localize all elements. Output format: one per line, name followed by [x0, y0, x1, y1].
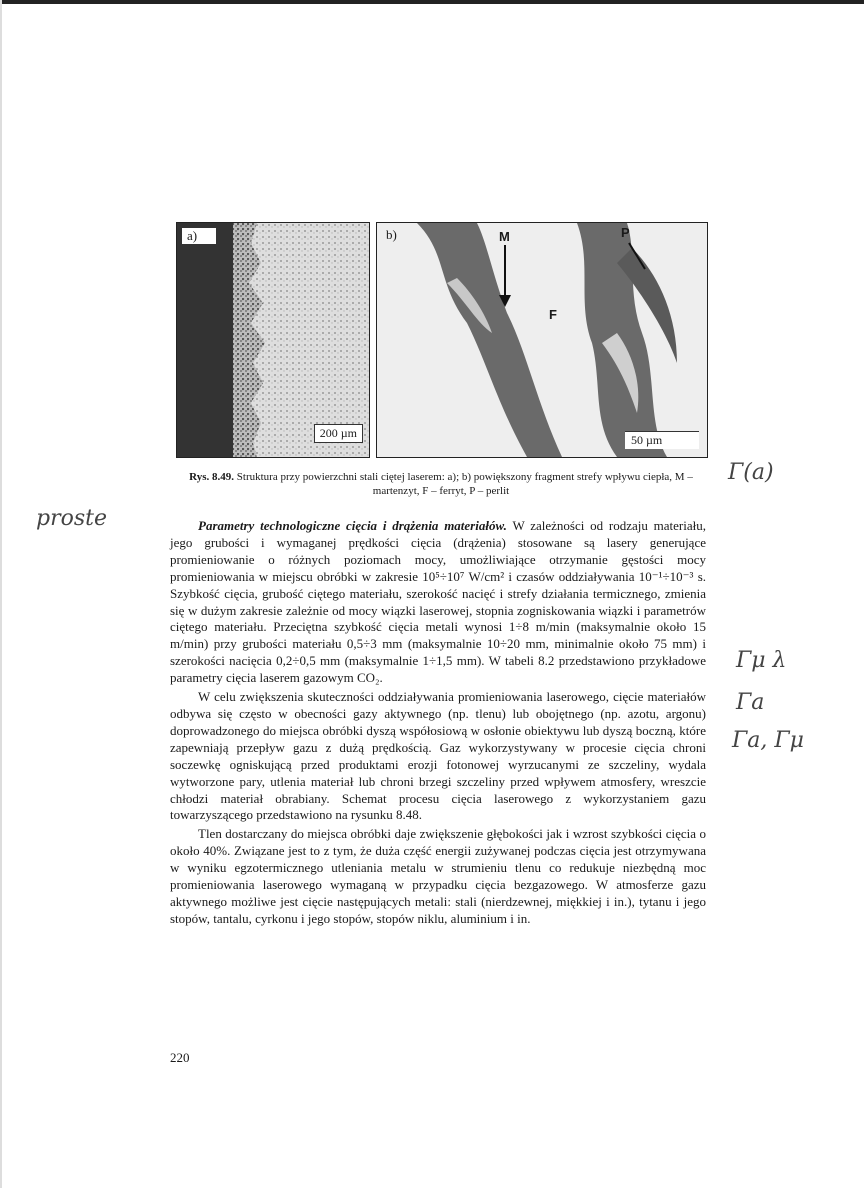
scale-bar-a: 200 µm	[314, 424, 363, 443]
scan-left-edge	[0, 0, 2, 1188]
panel-b-label: b)	[386, 227, 397, 242]
paragraph-1	[170, 518, 706, 687]
paragraph-1-text: W zależności od rodzaju materiału, jego grubości i wymaganej prędkości cięcia (drążenia) stosowane są lasery generujące promieniowanie o różnych poziomach mocy, umożliwiające otrzymanie gęstości mocy promieniowania w miejscu obróbki w zakresie 10⁵÷10⁷ W/cm² i czasów oddziaływania 10⁻¹÷10⁻³ s. Szybkość cięcia, grubość ciętego materiału, szerokość nacięć i strefy działania termicznego, zmienia się w dużym zakresie zależnie od mocy wiązki laserowej, stopnia zogniskowania wiązki i parametrów ciętego materiału. Przeciętna szybkość cięcia metali wynosi 1÷8 m/min (maksymalnie około 15 m/min) przy grubości materiału 0,5÷3 mm (maksymalnie 10÷20 mm, minimalnie około 75 mm) i szerokości nacięcia 0,2÷0,5 mm (maksymalnie 1÷1,5 mm). W tabeli 8.2 przedstawiono przykładowe parametry cięcia laserem gazowym CO₂.	[170, 518, 706, 686]
figure-panel-b	[376, 222, 708, 458]
scale-bar-b: 50 µm	[625, 431, 699, 449]
micrograph-b	[377, 223, 707, 457]
micrograph-a	[177, 223, 369, 457]
paragraph-3: Tlen dostarczany do miejsca obróbki daje zwiększenie głębokości jak i wzrost szybkości cięcia o około 40%. Związane jest to z tym, że duża część energii zużywanej podczas cięcia jest otrzymywana w wyniku egzotermicznego utleniania metalu w strumieniu tlenu co redukuje niezbędną moc promieniowania laserowego wymaganą w przypadku cięcia bezgazowego. W atmosferze gazu aktywnego możliwe jest cięcie następujących metali: stali (nierdzewnej, miękkiej i in.), tytanu i jego stopów, tantalu, cyrkonu i jego stopów, stopów niklu, aluminium i in.	[170, 826, 706, 926]
handwritten-note-left: proste	[36, 506, 107, 531]
caption-figure-number: Rys. 8.49.	[189, 471, 235, 483]
figure-panel-a	[176, 222, 370, 458]
handwritten-note-right-2: Γμ λ	[736, 648, 787, 673]
marker-p: P	[621, 225, 630, 240]
handwritten-note-right-4: Γa, Γμ	[732, 728, 804, 753]
scan-top-edge	[0, 0, 864, 4]
marker-m: M	[499, 229, 510, 244]
figure-caption	[176, 470, 706, 498]
handwritten-note-right-1: Γ(a)	[728, 460, 774, 485]
handwritten-note-right-3: Γa	[736, 690, 765, 715]
marker-f: F	[549, 307, 557, 322]
body-text	[170, 518, 706, 928]
caption-text: Struktura przy powierzchni stali ciętej laserem: a); b) powiększony fragment strefy wpływu ciepła, M – martenzyt, F – ferryt, P – perlit	[236, 471, 693, 497]
page-number: 220	[170, 1050, 190, 1065]
section-heading: Parametry technologiczne cięcia i drążenia materiałów.	[198, 518, 507, 533]
panel-a-label: a)	[181, 227, 217, 245]
paragraph-2: W celu zwiększenia skuteczności oddziaływania promieniowania laserowego, cięcie materiałów odbywa się często w obecności gazy aktywnego (np. tlenu) lub obojętnego (np. azotu, argonu) doprowadzonego do miejsca obróbki dyszą współosiową w osłonie obiektywu lub dyszą boczną, które zapewniają przepływ gazu z dużą prędkością. Gaz wykorzystywany w procesie cięcia chroni soczewkę ogniskującą przed produktami erozji fotonowej wyrzucanymi ze szczeliny, wydala wytworzone pary, utlenia materiał lub chroni brzegi szczeliny przed wpływem atmosfery, wreszcie chłodzi materiał obrabiany. Schemat procesu cięcia laserowego z wykorzystaniem gazu towarzyszącego przedstawiono na rysunku 8.48.	[170, 689, 706, 823]
